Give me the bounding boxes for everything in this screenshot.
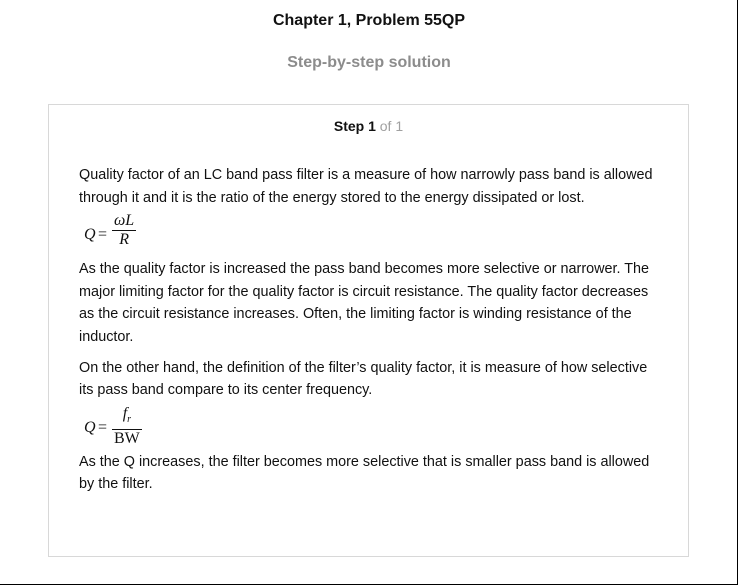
formula-denominator: R [119,231,129,249]
formula-numerator [112,405,142,429]
solution-content [79,164,659,496]
paragraph-selectivity: As the quality factor is increased the pass band becomes more selective or narrower. The major limiting factor for the quality factor is circuit resistance. The quality factor decreases as the circuit resistance increases. Often, the limiting factor is winding resistance of the inductor. [79,261,650,345]
formula-q-fr-over-bw [84,405,659,451]
paragraph-q-increase: As the Q increases, the filter becomes more selective that is smaller pass band is allowed by the filter. [79,453,650,493]
step-label: Step 1 [333,118,376,134]
step-header [49,118,688,134]
formula-numerator-symbol: f [122,404,128,422]
step-count: of 1 [379,118,404,134]
formula-equals: = [98,226,108,244]
solution-card [48,104,689,557]
formula-numerator: ωL [114,212,135,230]
formula-equals: = [98,418,108,436]
formula-q-omega-l-over-r [84,212,659,258]
formula-denominator: BW [114,429,140,447]
formula-lhs: Q [84,226,96,244]
solution-subtitle: Step-by-step solution [287,54,451,71]
formula-numerator-subscript: r [127,413,132,425]
formula-lhs: Q [84,418,96,436]
formula-fraction [112,405,142,448]
page-title: Chapter 1, Problem 55QP [272,12,466,29]
formula-fraction [112,212,136,249]
paragraph-center-frequency: On the other hand, the definition of the filter’s quality factor, it is measure of how selective its pass band compare to its center frequency. [79,359,648,399]
paragraph-quality-factor-definition: Quality factor of an LC band pass filter is a measure of how narrowly pass band is allowed through it and it is the ratio of the energy stored to the energy dissipated or lost. [79,167,653,206]
